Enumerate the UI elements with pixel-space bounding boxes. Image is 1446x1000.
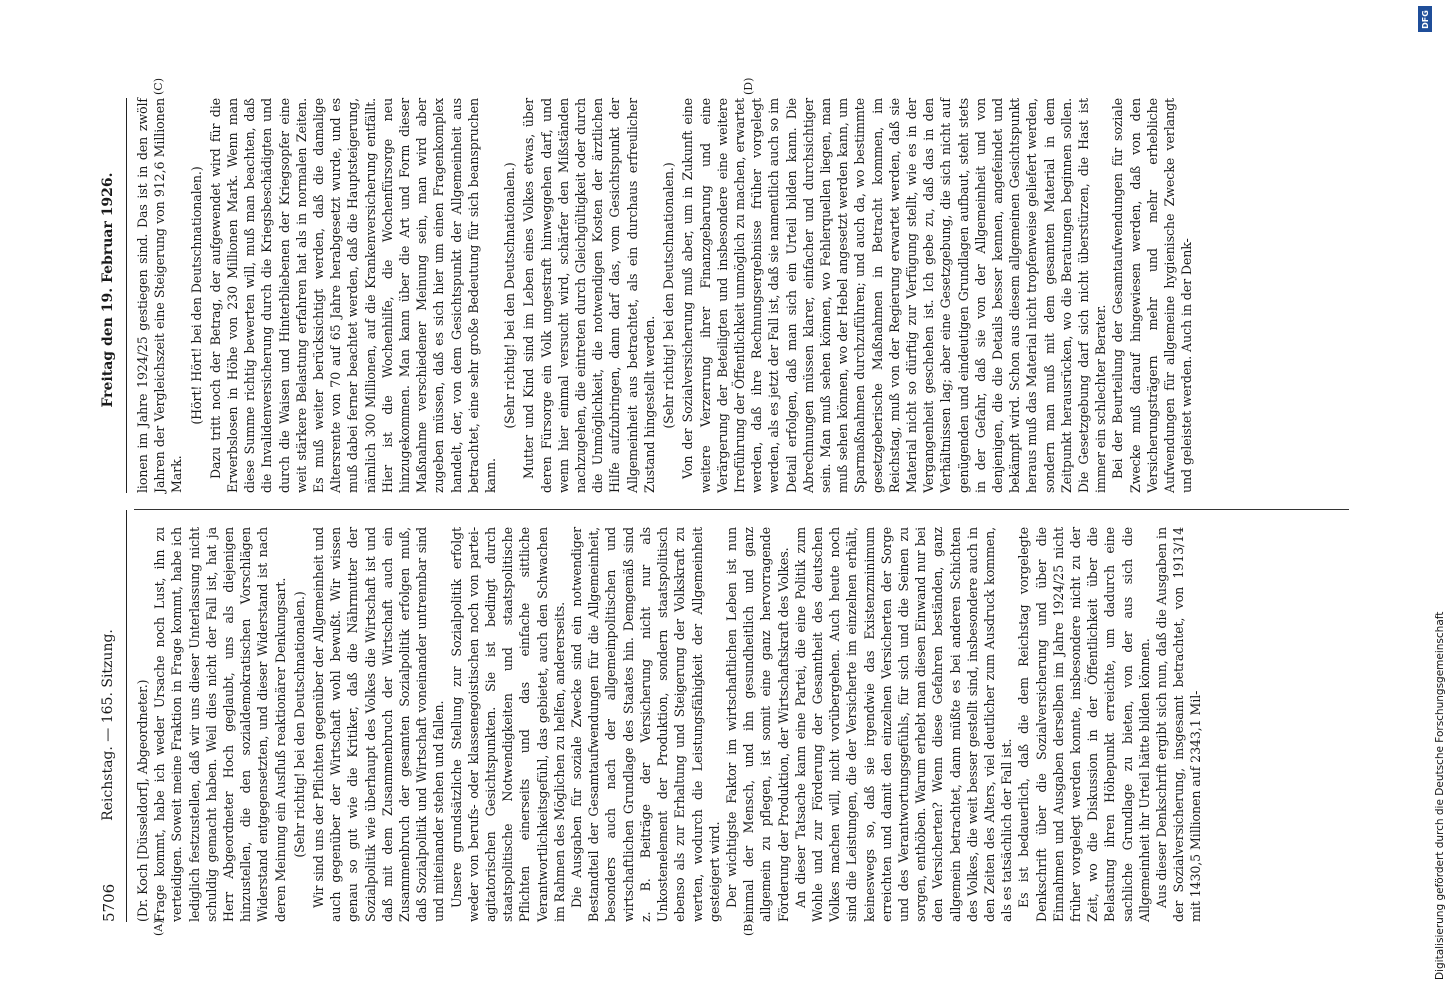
interjection: (Hört! Hört! bei den Deutschnationalen.) (188, 166, 204, 425)
interjection: (Sehr richtig! bei den Deutschnationalen.) (661, 162, 677, 429)
right-text-column (134, 98, 1349, 493)
paragraph: (Dr. Koch [Düsseldorf], Abgeordneter.) (135, 679, 150, 922)
margin-marker-d: (D) (742, 77, 755, 95)
page-header (100, 80, 124, 940)
header-rule-left (126, 510, 127, 922)
page-number: 5706 (100, 883, 118, 922)
paragraph: Frage kommt, habe ich weder Ursache noch Lust, ihn zu verteidigen. Soweit meine Fraktion in Frage kommt, habe ich lediglich festzustellen, daß wir uns dieser Unterlassung nicht schuldig gemacht haben. Weil dies nicht der Fall ist, hat ja Herr Abgeordneter Hoch geglaubt, uns als diejenigen hinzustellen, die den sozialdemokratischen Vorschlägen Widerstand entgegensetzten, und dieser Widerstand ist nach deren Meinung ein Ausfluß reaktionärer Denkungsart. (152, 527, 288, 922)
paragraph: Die Ausgaben für soziale Zwecke sind ein notwendiger Bestandteil der Gesamtaufwendungen für die Allgemeinheit, besonders auch nach der allgemeinpolitischen und wirtschaftlichen Grundlage des Staates hin. Demgemäß sind z. B. Beiträge der Versicherung nicht nur als Unkostenelement der Produktion, sondern staatspolitisch ebenso als zur Erhaltung und Steigerung der Volkskraft zu werten, wodurch die Leistungsfähigkeit der Allgemeinheit gesteigert wird. (569, 527, 722, 922)
interjection: (Sehr richtig! bei den Deutschnationalen.) (502, 162, 518, 429)
paragraph: Aus dieser Denkschrift ergibt sich nun, daß die Ausgaben in der Sozialversicherung, insgesamt betrachtet, von 1913/14 mit 1430,5 Millionen auf 2343,1 Mil- (1153, 527, 1204, 922)
paragraph: Von der Sozialversicherung muß aber, um in Zukunft eine weitere Verzerrung ihrer Finanzgebarung und eine Verärgerung der Beteiligten und insbesondere eine weitere Irreführung der Öffentlichkeit unmöglich zu machen, erwartet werden, daß ihre Rechnungsergebnisse früher vorgelegt werden, als es jetzt der Fall ist, daß sie namentlich auch so im Detail erfolgen, daß man sich ein Urteil bilden kann. Die Abrechnungen müssen klarer, einfacher und durchsichtiger sein. Man muß sehen können, wo Fehlerquellen liegen, man muß sehen können, wo der Hebel angesetzt werden kann, um Sparmaßnahmen durchzuführen; und auch da, wo bestimmte gesetzgeberische Maßnahmen in Betracht kommen, im Reichstag, muß von der Regierung erwartet werden, daß sie Material nicht so dürftig zur Verfügung stellt, wie es in der Vergangenheit geschehen ist. Ich gebe zu, daß das in den Verhältnissen lag; aber eine Gesetzgebung, die sich nicht auf genügenden und eindeutigen Grundlagen aufbaut, steht stets in der Gefahr, daß sie von der Allgemeinheit und von denjenigen, die die Details besser kennen, angefeindet und bekämpft wird. Schon aus diesem allgemeinen Gesichtspunkt heraus muß das Material nicht tropfenweise geliefert werden, sondern man muß mit dem gesamten Material in dem Zeitpunkt herausrücken, wo die Beratungen beginnen sollen. Die Gesetzgebung darf sich nicht überstürzen, die Hast ist immer ein schlechter Berater. (680, 98, 1109, 493)
paragraph: Mutter und Kind sind im Leben eines Volkes etwas, über deren Fürsorge ein Volk ungestraft hinweggehen darf, und wenn hier einmal versucht wird, schärfer den Mißständen nachzugehen, die eintreten durch Gleichgültigkeit oder durch die Unmöglichkeit, die notwendigen Kosten der ärztlichen Hilfe aufzubringen, dann darf das, vom Gesichtspunkt der Allgemeinheit aus betrachtet, als ein durchaus erfreulicher Zustand hingestellt werden. (521, 98, 657, 493)
margin-marker-c: (C) (152, 78, 165, 95)
session-title: Reichstag. — 165. Sitzung. (100, 629, 116, 821)
paragraph: Unsere grundsätzliche Stellung zur Sozialpolitik erfolgt weder von berufs- oder klassenegoistischen noch von partei-agitatorischen Gesichtspunkten. Sie ist bedingt durch staatspolitische Notwendigkeiten und staatspolitische Pflichten einerseits und das einfache sittliche Verantwortlichkeitsgefühl, das gebietet, auch den Schwachen im Rahmen des Möglichen zu helfen, andererseits. (448, 527, 567, 922)
paragraph: Wir sind uns der Pflichten gegenüber der Allgemeinheit und auch gegenüber der Wirtschaft wohl bewußt. Wir wissen genau so gut wie die Kritiker, daß die Nährmutter der Sozialpolitik wie überhaupt des Volkes die Wirtschaft ist und daß mit dem Zusammenbruch der Wirtschaft auch ein Zusammenbruch der gesamten Sozialpolitik erfolgen muß, daß Sozialpolitik und Wirtschaft voneinander untrennbar sind und miteinander stehen und fallen. (311, 527, 447, 922)
paragraph: Der wichtigste Faktor im wirtschaftlichen Leben ist nun einmal der Mensch, und ihn gesundheitlich und ganz allgemein zu pflegen, ist somit eine ganz hervorragende Förderung der Produktion, der Wirtschaftskraft des Volkes. (723, 527, 791, 922)
paragraph: An dieser Tatsache kann eine Partei, die eine Politik zum Wohle und zur Förderung der Gesamtheit des deutschen Volkes machen will, nicht vorübergehen. Auch heute noch sind die Leistungen, die der Versicherte im einzelnen erhält, keineswegs so, daß sie irgendwie das Existenzminimum erreichten und damit den einzelnen Versicherten der Sorge und des Verantwortungsgefühls, für sich und die Seinen zu sorgen, enthöben. Warum erhebt man diesen Einwand nur bei den Versicherten? Wenn diese Gefahren beständen, ganz allgemein betrachtet, dann müßte es bei anderen Schichten des Volkes, die weit besser gestellt sind, insbesondere auch in den Zeiten des Alters, viel deutlicher zum Ausdruck kommen, als es tatsächlich der Fall ist. (792, 527, 1015, 922)
left-text-column (134, 527, 1349, 922)
margin-marker-b: (B) (742, 919, 755, 936)
paragraph: Bei der Beurteilung der Gesamtaufwendungen für soziale Zwecke muß darauf hingewiesen werden, daß von den Versicherungsträgern mehr und mehr erhebliche Aufwendungen für allgemeine hygienische Zwecke verlangt und geleistet werden. Auch in der Denk- (1110, 98, 1195, 493)
paragraph: Dazu tritt noch der Betrag, der aufgewendet wird für die Erwerbslosen in Höhe von 230 Millionen Mark. Wenn man diese Summe richtig bewerten will, muß man beachten, daß die Invalidenversicherung durch die Kriegsbeschädigten und durch die Waisen und Hinterbliebenen der Kriegsopfer eine weit stärkere Belastung erfahren hat als in normalen Zeiten. Es muß weiter berücksichtigt werden, daß die damalige Altersrente von 70 auf 65 Jahre herabgesetzt wurde, und es muß dabei ferner beachtet werden, daß die Hauptsteigerung, nämlich 300 Millionen, auf die Krankenversicherung entfällt. Hier ist die Wochenhilfe, die Wochenfürsorge neu hinzugekommen. Man kann über die Art und Form dieser Maßnahme verschiedener Meinung sein, man wird aber zugeben müssen, daß es sich hier um einen Fragenkomplex handelt, der, von dem Gesichtspunkt der Allgemeinheit aus betrachtet, eine sehr große Bedeutung für sich beanspruchen kann. (207, 98, 499, 493)
dfg-logo: DFG (1418, 6, 1432, 32)
paragraph: Es ist bedauerlich, daß die dem Reichstag vorgelegte Denkschrift über die Sozialversicherung und über die Einnahmen und Ausgaben derselben im Jahre 1924/25 nicht früher vorgelegt werden konnte, insbesondere nicht zu der Zeit, wo die Diskussion in der Öffentlichkeit über die Belastung ihren Höhepunkt erreichte, um dadurch eine sachliche Grundlage zu bieten, von der aus sich die Allgemeinheit ihr Urteil hätte bilden können. (1016, 527, 1152, 922)
session-date: Freitag den 19. Februar 1926. (100, 172, 116, 408)
rotated-page (82, 77, 1372, 940)
interjection: (Sehr richtig! bei den Deutschnationalen.) (291, 591, 307, 858)
header-rule-right (126, 98, 127, 493)
margin-marker-a: (A) (152, 919, 165, 936)
column-divider (134, 509, 1349, 510)
digitization-credit: Digitalisierung gefördert durch die Deutsche Forschungsgemeinschaft (1434, 611, 1446, 980)
paragraph: lionen im Jahre 1924/25 gestiegen sind. Das ist in den zwölf Jahren der Vergleichszeit eine Steigerung von 912,6 Millionen Mark. (135, 98, 185, 493)
